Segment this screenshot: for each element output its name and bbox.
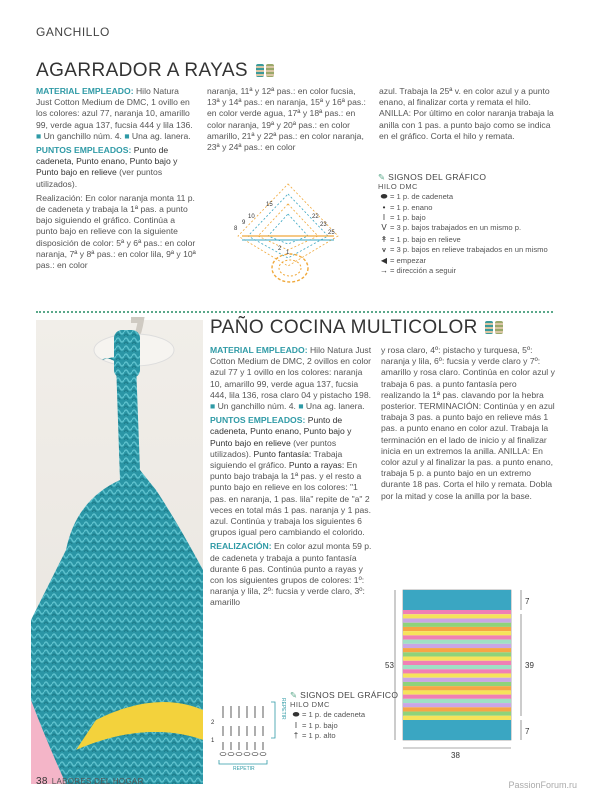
legend-text: = 1 p. de cadeneta <box>390 192 454 202</box>
legend-row <box>378 223 558 233</box>
legend-text: = empezar <box>390 255 427 265</box>
legend-text: = 1 p. enano <box>390 202 433 212</box>
article1-title-text: AGARRADOR A RAYAS <box>36 60 248 81</box>
material-text: Un ganchillo núm. 4. <box>215 401 299 412</box>
stripe <box>403 669 511 673</box>
article1-column-1: MATERIAL EMPLEADO: Hilo Natura Just Cotton Medium de DMC, 1 ovillo en los colores: azul 77, naranja 10, amarillo 99, verde agua 137, fucsia 444 y lila 136. ■ Un ganchillo núm. 4. ■ Una ag. lanera. PUNTOS EMPLEADOS: Punto de cadeneta, Punto enano, Punto bajo y Punto bajo en relieve (ver puntos utilizados). Realización: En color naranja monta 11 p. de cadeneta y trabaja la 1ª pas. a punto bajo siguiendo el gráfico. Continúa a punto bajo en relieve con la siguiente disposición de color: 5ª y 6ª pas.: en color naranja, 7ª y 8ª pas.: en color lila, 9ª y 10ª pas.: en color <box>36 86 196 271</box>
article2-column-1: MATERIAL EMPLEADO: Hilo Natura Just Cotton Medium de DMC, 2 ovillos en color azul 77 y 1 ovillo en los colores: naranja 10, amarillo 99, verde agua 137, fucsia 444, lila 136, rosa claro 04 y pistacho 198. ■ Un ganchillo núm. 4. ■ Una ag. lanera. PUNTOS EMPLEADOS: Punto de cadeneta, Punto enano, Punto bajo y Punto bajo en relieve (ver puntos utilizados). Punto fantasía: Trabaja siguiendo el gráfico. Punto a rayas: En punto bajo trabaja la 1ª pas. y el resto a punto bajo en relieve en los colores: "1 pas. en naranja, 1 pas. lila" repite de "a" 2 veces en total más 1 pas. naranja y 1 pas. azul. Continúa y trabaja los siguientes 6 grupos igual pero cambiando el colorido. REALIZACIÓN: En color azul monta 59 p. de cadeneta y trabaja a punto fantasía durante 6 pas. Continúa punto a rayas y con los siguientes grupos de colores: 1º: naranja y lila, 2º: fucsia y verde claro, 3º: amarillo <box>210 345 372 608</box>
watermark: PassionForum.ru <box>508 780 577 790</box>
stripe <box>403 648 511 652</box>
stripe <box>403 614 511 618</box>
dimension-top: 7 <box>525 597 530 606</box>
dimension-width: 38 <box>451 751 460 760</box>
stripe <box>403 665 511 669</box>
stripe <box>403 644 511 648</box>
stripe <box>403 703 511 707</box>
stripe <box>403 627 511 631</box>
legend-text: = 1 p. bajo <box>390 212 426 222</box>
crochet-cloth-image <box>36 320 203 784</box>
legend-text: = 1 p. de cadeneta <box>302 710 366 720</box>
realizacion-text: En color azul monta 59 p. de cadeneta y trabaja a punto fantasía durante 6 pas. Continúa punto a rayas y con los siguientes grupos de colores: 1º: naranja y lila, 2º: fucsia y verde claro, 3º: amarillo <box>210 541 372 608</box>
legend-row <box>378 266 558 276</box>
article1-column-2: naranja, 11ª y 12ª pas.: en color fucsia, 13ª y 14ª pas.: en naranja, 15ª y 16ª pas.: en color verde agua, 17ª y 18ª pas.: en color naranja, 19ª y 20ª pas.: en color amarillo, 21ª y 22ª pas.: en color naranja, 23ª y 24ª pas.: en color <box>207 86 366 153</box>
legend-title: ✎ SIGNOS DEL GRÁFICO <box>290 690 399 700</box>
diagram-label: 23 <box>320 222 327 228</box>
material-text: Un ganchillo núm. 4. <box>41 130 125 141</box>
legend-row <box>290 731 400 741</box>
legend-subtitle: HILO DMC <box>378 182 418 192</box>
yarn-ball-icon <box>266 64 274 77</box>
legend-title-text: SIGNOS DEL GRÁFICO <box>388 172 487 182</box>
legend-row <box>378 203 558 213</box>
stripe <box>403 716 511 720</box>
rayas-text: En punto bajo trabaja la 1ª pas. y el resto a punto bajo en relieve en los colores: "1 pas. en naranja, 1 pas. lila" repite de "a" 2 veces en total más 1 pas. naranja y 1 pas. azul. Continúa y trabaja los siguientes 6 grupos igual pero cambiando el colorido. <box>210 460 371 538</box>
stripe <box>403 657 511 661</box>
legend-row <box>290 721 400 731</box>
legend-title-text: SIGNOS DEL GRÁFICO <box>300 690 399 700</box>
page-number: 38 <box>36 776 48 787</box>
dimension-left: 53 <box>385 661 394 670</box>
double-crochet-icon: † <box>293 730 299 740</box>
dimension-right: 39 <box>525 661 534 670</box>
realizacion-text: Realización: En color naranja monta 11 p. de cadeneta y trabaja la 1ª pas. a punto bajo siguiendo el gráfico. Continúa a punto bajo en relieve con la siguiente disposición de color: 5ª y 6ª pas.: en color naranja, 7ª y 8ª pas.: en color lila, 9ª y 10ª pas.: en color <box>36 192 196 271</box>
material-label: MATERIAL EMPLEADO: <box>210 345 308 355</box>
article2-title-text: PAÑO COCINA MULTICOLOR <box>210 317 478 338</box>
single-crochet-icon: I <box>382 212 386 222</box>
legend-text: = 3 p. bajos trabajados en un mismo p. <box>390 223 522 233</box>
puntos-label: PUNTOS EMPLEADOS: <box>210 415 306 426</box>
stripe <box>403 682 511 686</box>
stripe <box>403 707 511 711</box>
stripe <box>403 673 511 677</box>
start-arrow-icon: ◀ <box>380 255 388 265</box>
stripe <box>403 712 511 716</box>
yarn-ball-icon <box>485 321 493 334</box>
material-text: Hilo Natura Just Cotton Medium de DMC, 2 ovillos en color azul 77 y 1 ovillo en los colores: naranja 10, amarillo 99, verde agua 137, fucsia 444, lila 136, rosa claro 04 y pistacho 198. <box>210 345 372 400</box>
material-label: MATERIAL EMPLEADO: <box>36 86 134 96</box>
magazine-name: LABORES DEL HOGAR <box>51 777 144 786</box>
section-divider <box>36 311 553 313</box>
chain-stitch-icon: ⬬ <box>380 192 388 202</box>
legend-row <box>378 245 558 255</box>
fantasia-text: Trabaja siguiendo el gráfico. <box>210 448 343 471</box>
stripe <box>403 661 511 665</box>
legend-text: = dirección a seguir <box>390 265 457 275</box>
puntos-text: (ver puntos utilizados). <box>210 437 337 459</box>
article1-column-3: azul. Trabaja la 25ª v. en color azul y a punto enano, al finalizar corta y remata el hilo. ANILLA: Por último en color naranja trabaja la anilla con 1 pas. a punto bajo como se indica en el gráfico. Corta el hilo y remata. <box>379 86 554 141</box>
chain-stitch-icon: ⬬ <box>292 710 300 720</box>
article1-title <box>36 60 274 82</box>
legend-text: = 1 p. bajo en relieve <box>390 235 461 245</box>
legend-text: = 3 p. bajos en relieve trabajados en un mismo <box>390 245 548 255</box>
slip-stitch-icon: • <box>382 202 386 212</box>
ring-loop <box>272 254 308 282</box>
diagram-label: 1 <box>286 250 290 256</box>
legend-row <box>290 710 400 720</box>
section-label: GANCHILLO <box>36 25 110 39</box>
row-number: 2 <box>211 720 215 726</box>
diagram-label: 9 <box>242 220 246 226</box>
stripe <box>403 699 511 703</box>
increase-icon: V <box>381 223 387 233</box>
material-text: Hilo Natura Just Cotton Medium de DMC, 1 ovillo en los colores: azul 77, naranja 10, amarillo 99, verde agua 137, fucsia 444 y lila 136. <box>36 86 193 130</box>
realizacion-label: REALIZACIÓN: <box>210 541 272 552</box>
stripe <box>403 635 511 639</box>
legend-row <box>378 256 558 266</box>
dimension-bottom: 7 <box>525 727 530 736</box>
legend-subtitle: HILO DMC <box>290 700 330 710</box>
stripe-group <box>403 590 511 740</box>
puntos-text: Punto de cadeneta, Punto enano, Punto bajo y Punto bajo en relieve <box>36 145 178 178</box>
stripe <box>403 640 511 644</box>
stripe <box>403 652 511 656</box>
stripe <box>403 623 511 627</box>
stripe <box>403 590 511 610</box>
stripe <box>403 618 511 622</box>
yarn-ball-icon <box>256 64 264 77</box>
puntos-text: Punto de cadeneta, Punto enano, Punto bajo y Punto bajo en relieve <box>210 415 352 448</box>
material-text: Una ag. lanera. <box>129 130 191 141</box>
puntos-label: PUNTOS EMPLEADOS: <box>36 145 132 156</box>
diagram-label: 8 <box>234 226 238 232</box>
legend-title: ✎ SIGNOS DEL GRÁFICO <box>378 172 487 182</box>
product-photo <box>36 320 203 784</box>
legend-text: = 1 p. bajo <box>302 720 338 730</box>
fantasia-label: Punto fantasía: <box>253 448 312 459</box>
article2-title <box>210 317 503 339</box>
cloth-schema <box>385 584 545 764</box>
legend-row <box>378 235 558 245</box>
legend-row <box>378 192 558 202</box>
row-number: 1 <box>211 738 215 744</box>
single-crochet-icon: I <box>294 720 298 730</box>
legend-row <box>378 213 558 223</box>
relief-increase-icon: ⩛ <box>381 245 387 255</box>
legend-text: = 1 p. alto <box>302 730 336 740</box>
yarn-ball-icon <box>495 321 503 334</box>
crochet-diagram-2 <box>205 692 286 772</box>
page-footer <box>36 776 144 787</box>
stripe <box>403 631 511 635</box>
diagram-label: 22 <box>312 214 319 220</box>
stripe <box>403 695 511 699</box>
puntos-text: (ver puntos utilizados). <box>36 167 163 189</box>
stripe <box>403 610 511 614</box>
rayas-label: Punto a rayas: <box>288 460 345 471</box>
repetir-label-horizontal: REPETIR <box>233 766 255 772</box>
stripe <box>403 686 511 690</box>
stripe <box>403 720 511 740</box>
direction-arrow-icon: → <box>380 265 388 275</box>
diagram-label: 10 <box>248 214 255 220</box>
legend-2 <box>290 690 400 741</box>
crochet-diagram-1 <box>228 178 348 294</box>
article2-column-2: y rosa claro, 4º: pistacho y turquesa, 5º: naranja y lila, 6º: fucsia y verde claro y 7º: amarillo y rosa claro. Continúa en color azul y trabaja 6 pas. a punto fantasía pero realizando la 1ª pas. clavando por la hebra posterior. TERMINACIÓN: Continúa y en azul trabaja 3 pas. a punto bajo en relieve más 1 pas. a punto enano en color azul. Trabaja la terminación en el lado de inicio y al finalizar inicia en un extremos la anilla. ANILLA: En color azul y al finalizar la pas. a punto enano, trabaja 5 p. a punto bajo en un extremo durante 18 pas. Corta el hilo y remata. Dobla por la mitad y cose la anilla por la base. <box>381 345 555 501</box>
legend-1 <box>378 172 558 276</box>
repetir-label-vertical: REPETIR <box>280 698 286 720</box>
diagram-label: 15 <box>266 202 273 208</box>
diagram-label: 2 <box>278 246 282 252</box>
diagram-label: 25 <box>328 230 335 236</box>
stripe <box>403 690 511 694</box>
stripe <box>403 678 511 682</box>
material-text: Una ag. lanera. <box>303 401 365 412</box>
relief-stitch-icon: ↟ <box>380 235 388 245</box>
